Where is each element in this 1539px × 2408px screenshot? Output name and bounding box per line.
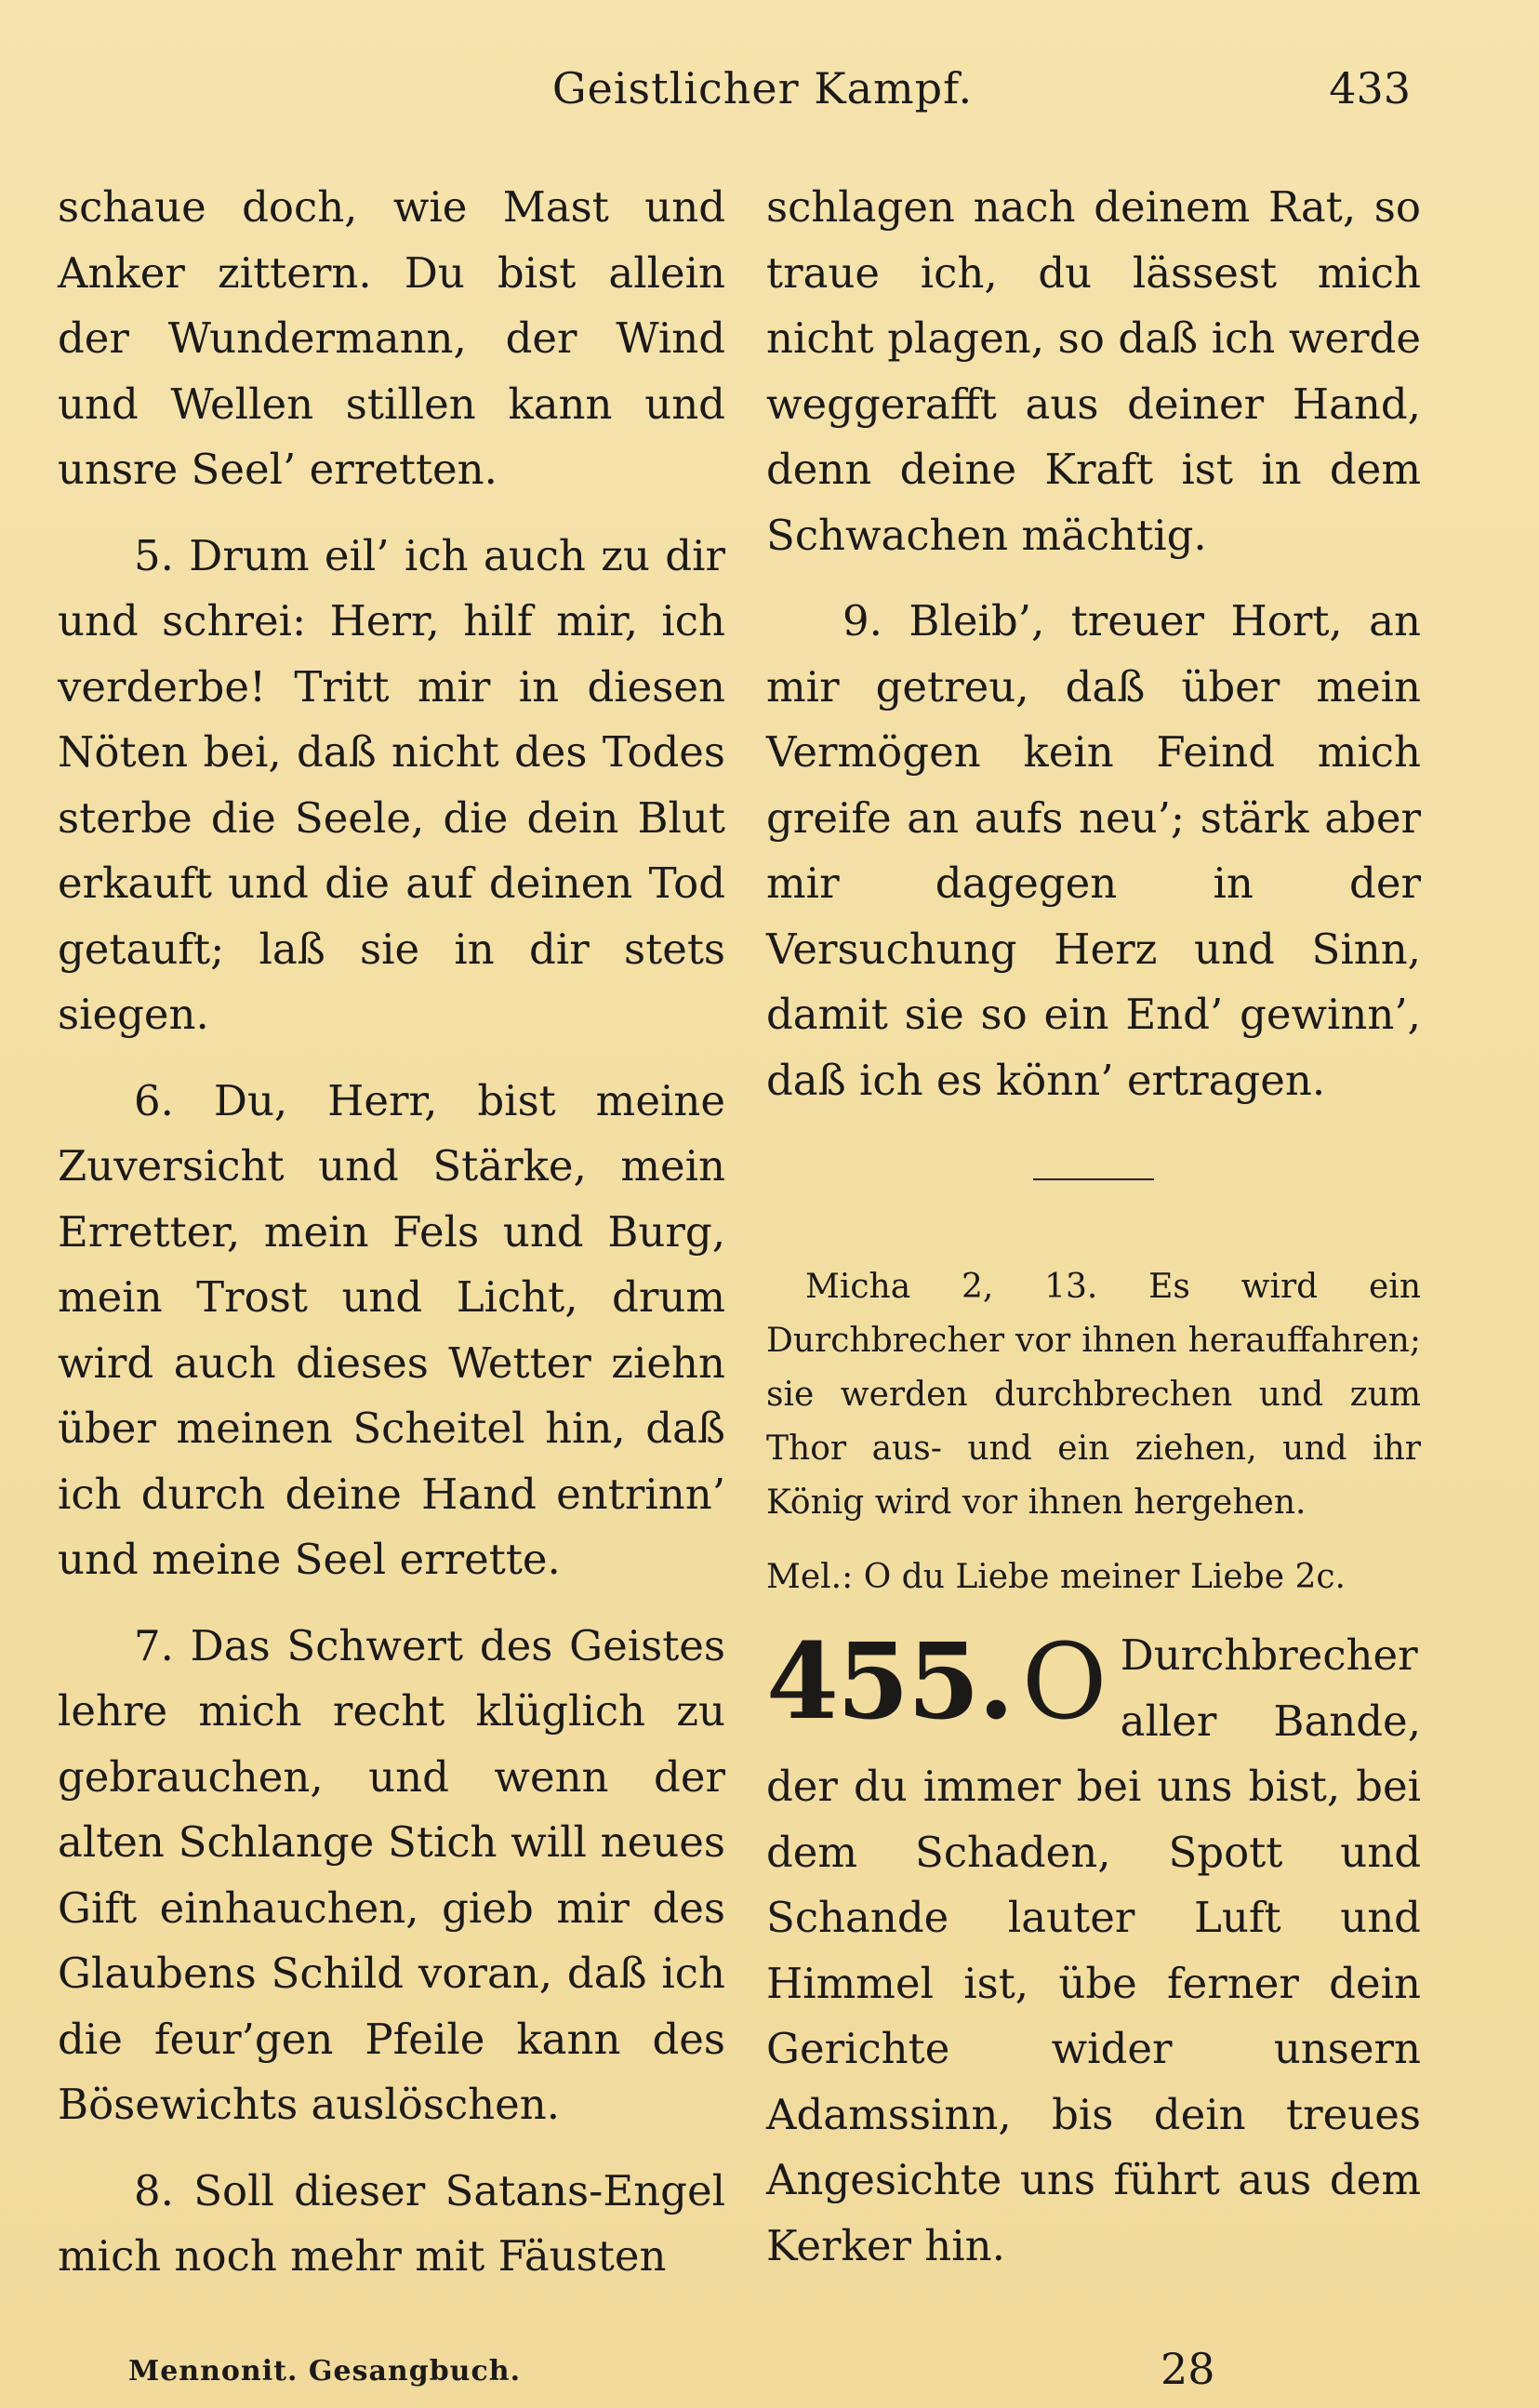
page-number: 433 bbox=[1329, 63, 1411, 113]
drop-cap-initial: O bbox=[1021, 1622, 1108, 1743]
stanza-9: 9. Bleib’, treuer Hort, an mir getreu, daß über mein Vermögen kein Feind mich greife an aufs neu’; stärk aber mir dagegen in der Versuchung Herz und Sinn, damit sie so ein End’ gewinn’, daß ich es könn’ ertragen. bbox=[766, 596, 1421, 1105]
section-divider bbox=[1033, 1178, 1154, 1180]
running-title: Geistlicher Kampf. bbox=[551, 63, 974, 113]
stanza-8: 8. Soll dieser Satans-Engel mich noch mehr mit Fäusten bbox=[58, 2165, 725, 2281]
hymn-455 bbox=[766, 1623, 1421, 2279]
right-column bbox=[766, 175, 1421, 2279]
melody-line: Mel.: O du Liebe meiner Liebe 2c. bbox=[766, 1558, 1346, 1596]
book-title-footer: Mennonit. Gesangbuch. bbox=[128, 2355, 522, 2388]
stanza-7: 7. Das Schwert des Geistes lehre mich recht klüglich zu gebrauchen, und wenn der alten Schlange Stich will neues Gift einhauchen, gieb mir des Glaubens Schild voran, daß ich die feur’gen Pfeile kann des Bösewichts auslöschen. bbox=[58, 1620, 725, 2129]
left-column bbox=[58, 175, 725, 2310]
stanza-continuation: schaue doch, wie Mast und Anker zittern. Du bist allein der Wundermann, der Wind und Wellen stillen kann und unsre Seel’ erretten. bbox=[58, 182, 725, 494]
scripture-reference: Micha 2, 13. Es wird ein Durchbrecher vor ihnen herauffahren; sie werden durchbrechen und zum Thor aus- und ein ziehen, und ihr König wird vor ihnen hergehen. bbox=[766, 1268, 1421, 1522]
stanza-8-continuation: schlagen nach deinem Rat, so traue ich, du lässest mich nicht plagen, so daß ich werde weggerafft aus deiner Hand, denn deine Kraft ist in dem Schwachen mächtig. bbox=[766, 182, 1421, 560]
stanza-5: 5. Drum eil’ ich auch zu dir und schrei: Herr, hilf mir, ich verderbe! Tritt mir in diesen Nöten bei, daß nicht des Todes sterbe die Seele, die dein Blut erkauft und die auf deinen Tod getauft; laß sie in dir stets siegen. bbox=[58, 530, 725, 1039]
signature-mark: 28 bbox=[1161, 2344, 1215, 2394]
hymn-number: 455. bbox=[766, 1621, 1013, 1743]
hymn-first-stanza: Durchbrecher aller Bande, der du immer bei uns bist, bei dem Schaden, Spott und Schande lauter Luft und Himmel ist, übe ferner dein Gerichte wider unsern Adamssinn, bis dein treues Angesichte uns führt aus dem Kerker hin. bbox=[766, 1630, 1421, 2270]
stanza-6: 6. Du, Herr, bist meine Zuversicht und Stärke, mein Erretter, mein Fels und Burg, mein Trost und Licht, drum wird auch dieses Wetter ziehn über meinen Scheitel hin, daß ich durch deine Hand entrinn’ und meine Seel errette. bbox=[58, 1075, 725, 1584]
